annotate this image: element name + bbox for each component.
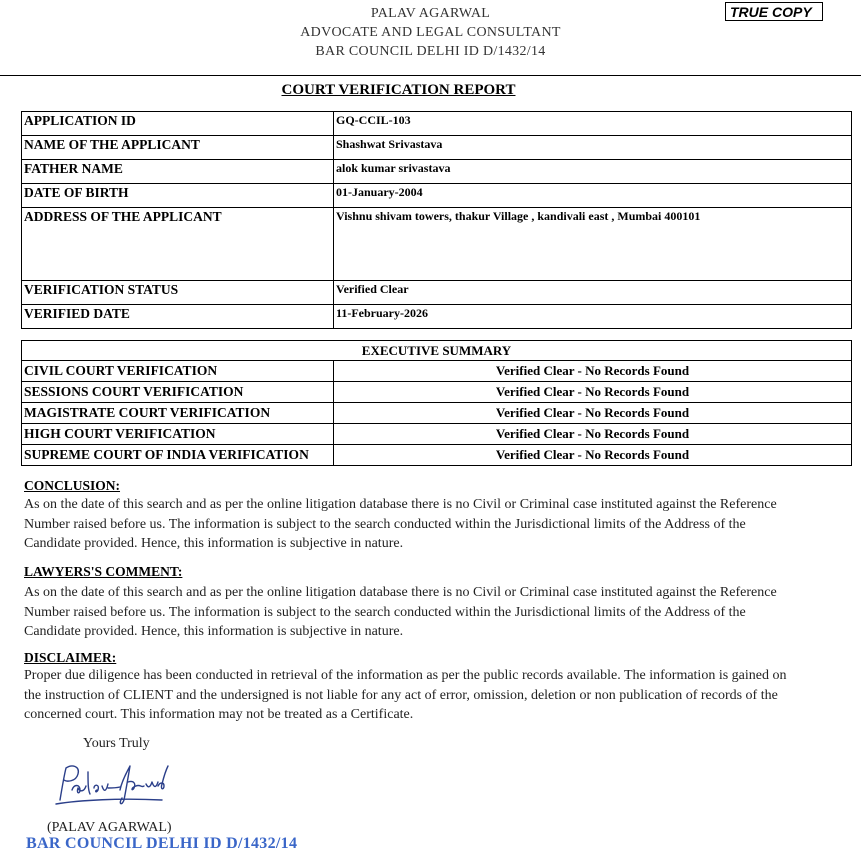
comment-line: Number raised before us. The information is subject to the search conducted within the Jurisdictional limits of the Address of the: [24, 604, 746, 620]
summary-title: EXECUTIVE SUMMARY: [22, 341, 852, 361]
true-copy-stamp: TRUE COPY: [725, 2, 823, 21]
handwritten-signature: [50, 760, 175, 810]
detail-label: DATE OF BIRTH: [22, 184, 334, 208]
table-row: [22, 445, 852, 466]
summary-value: Verified Clear - No Records Found: [334, 361, 852, 382]
table-row: [22, 361, 852, 382]
conclusion-heading: CONCLUSION:: [24, 478, 121, 493]
detail-label: ADDRESS OF THE APPLICANT: [22, 208, 334, 281]
signatory-bar-id: BAR COUNCIL DELHI ID D/1432/14: [26, 835, 298, 852]
comment-line: As on the date of this search and as per the online litigation database there is no Civil or Criminal case instituted against the Reference: [24, 585, 777, 600]
summary-label: CIVIL COURT VERIFICATION: [22, 361, 334, 382]
letterhead-name: PALAV AGARWAL: [370, 6, 491, 21]
conclusion-line: As on the date of this search and as per the online litigation database there is no Civil or Criminal case instituted against the Reference: [24, 497, 777, 512]
detail-value: Shashwat Srivastava: [334, 136, 852, 160]
summary-label: SESSIONS COURT VERIFICATION: [22, 382, 334, 403]
summary-value: Verified Clear - No Records Found: [334, 424, 852, 445]
table-row: [22, 382, 852, 403]
table-row: [22, 208, 852, 281]
table-row: [22, 305, 852, 329]
summary-label: SUPREME COURT OF INDIA VERIFICATION: [22, 445, 334, 466]
detail-value: Vishnu shivam towers, thakur Village , kandivali east , Mumbai 400101: [334, 208, 852, 281]
detail-label: APPLICATION ID: [22, 112, 334, 136]
summary-label: HIGH COURT VERIFICATION: [22, 424, 334, 445]
table-row: [22, 341, 852, 361]
summary-value: Verified Clear - No Records Found: [334, 382, 852, 403]
detail-value: 11-February-2026: [334, 305, 852, 329]
disclaimer-line: the instruction of CLIENT and the undersigned is not liable for any act of error, omission, deletion or non publication of records of the: [24, 687, 778, 703]
conclusion-line: Number raised before us. The information is subject to the search conducted within the Jurisdictional limits of the Address of the: [24, 516, 746, 532]
detail-label: VERIFICATION STATUS: [22, 281, 334, 305]
header-divider: [0, 75, 861, 76]
detail-label: VERIFIED DATE: [22, 305, 334, 329]
detail-value: 01-January-2004: [334, 184, 852, 208]
letterhead-designation: ADVOCATE AND LEGAL CONSULTANT: [300, 25, 561, 40]
executive-summary-table: [21, 340, 852, 466]
detail-label: FATHER NAME: [22, 160, 334, 184]
disclaimer-line: Proper due diligence has been conducted in retrieval of the information as per the public records available. The information is gained on: [24, 668, 787, 683]
detail-label: NAME OF THE APPLICANT: [22, 136, 334, 160]
conclusion-line: Candidate provided. Hence, this information is subjective in nature.: [24, 536, 404, 551]
summary-label: MAGISTRATE COURT VERIFICATION: [22, 403, 334, 424]
table-row: [22, 281, 852, 305]
table-row: [22, 136, 852, 160]
detail-value: GQ-CCIL-103: [334, 112, 852, 136]
salutation: Yours Truly: [83, 736, 150, 751]
summary-value: Verified Clear - No Records Found: [334, 403, 852, 424]
comment-line: Candidate provided. Hence, this information is subjective in nature.: [24, 624, 404, 639]
detail-value: Verified Clear: [334, 281, 852, 305]
table-row: [22, 184, 852, 208]
summary-value: Verified Clear - No Records Found: [334, 445, 852, 466]
report-title-text: COURT VERIFICATION REPORT: [281, 82, 516, 98]
letterhead-bar-id: BAR COUNCIL DELHI ID D/1432/14: [315, 44, 546, 59]
lawyers-comment-heading: LAWYERS'S COMMENT:: [24, 564, 183, 579]
table-row: [22, 424, 852, 445]
table-row: [22, 160, 852, 184]
table-row: [22, 112, 852, 136]
table-row: [22, 403, 852, 424]
disclaimer-heading: DISCLAIMER:: [24, 650, 117, 665]
disclaimer-text: [24, 666, 839, 725]
conclusion-text: [24, 495, 839, 554]
lawyers-comment-text: [24, 583, 839, 642]
applicant-details-table: [21, 111, 852, 329]
signatory-name: (PALAV AGARWAL): [47, 820, 172, 835]
report-title: [0, 82, 797, 99]
detail-value: alok kumar srivastava: [334, 160, 852, 184]
disclaimer-line: concerned court. This information may not be treated as a Certificate.: [24, 707, 414, 722]
